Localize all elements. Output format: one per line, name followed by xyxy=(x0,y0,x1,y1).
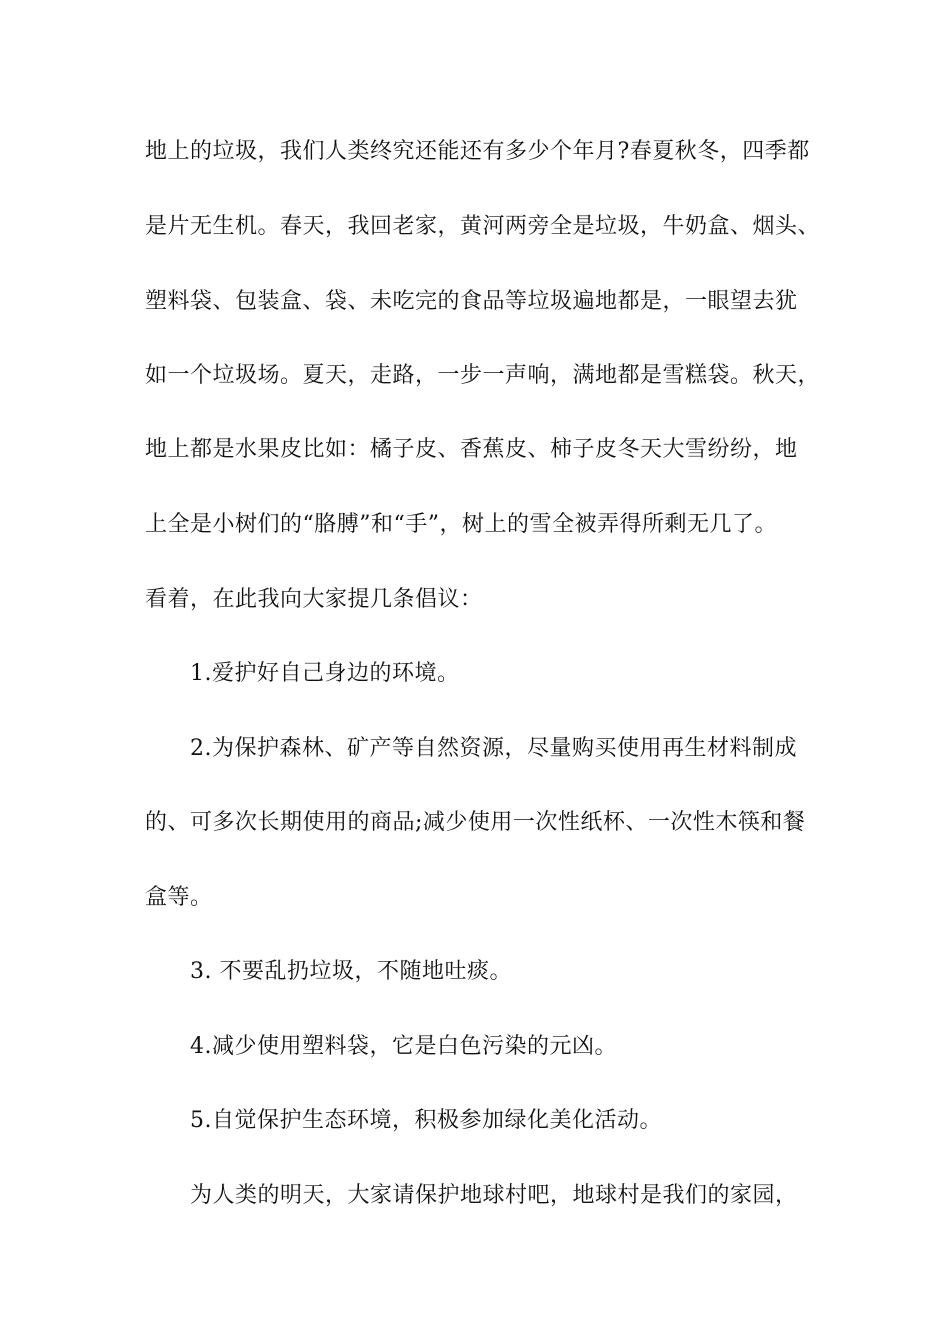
paragraph-line: 看着，在此我向大家提几条倡议： xyxy=(145,587,483,612)
list-item: 2.为保护森林、矿产等自然资源，尽量购买使用再生材料制成 xyxy=(190,736,797,761)
paragraph-line: 地上的垃圾，我们人类终究还能还有多少个年月?春夏秋冬，四季都 xyxy=(145,139,810,164)
paragraph-line: 的、可多次长期使用的商品;减少使用一次性纸杯、一次性木筷和餐 xyxy=(145,810,806,835)
paragraph-line: 塑料袋、包装盒、袋、未吃完的食品等垃圾遍地都是，一眼望去犹 xyxy=(145,289,798,314)
list-item: 3. 不要乱扔垃圾，不随地吐痰。 xyxy=(190,959,512,984)
paragraph-line: 盒等。 xyxy=(145,885,213,910)
list-item: 1.爱护好自己身边的环境。 xyxy=(190,661,460,686)
paragraph-line: 上全是小树们的“胳膊”和“手”，树上的雪全被弄得所剩无几了。 xyxy=(145,512,777,537)
list-item: 5.自觉保护生态环境，积极参加绿化美化活动。 xyxy=(190,1108,662,1133)
paragraph-line: 为人类的明天，大家请保护地球村吧，地球村是我们的家园， xyxy=(190,1183,798,1208)
paragraph-line: 是片无生机。春天，我回老家，黄河两旁全是垃圾，牛奶盒、烟头、 xyxy=(145,214,821,239)
list-item: 4.减少使用塑料袋，它是白色污染的元凶。 xyxy=(190,1034,617,1059)
paragraph-line: 地上都是水果皮比如：橘子皮、香蕉皮、柿子皮冬天大雪纷纷，地 xyxy=(145,437,798,462)
paragraph-line: 如一个垃圾场。夏天，走路，一步一声响，满地都是雪糕袋。秋天， xyxy=(145,363,821,388)
